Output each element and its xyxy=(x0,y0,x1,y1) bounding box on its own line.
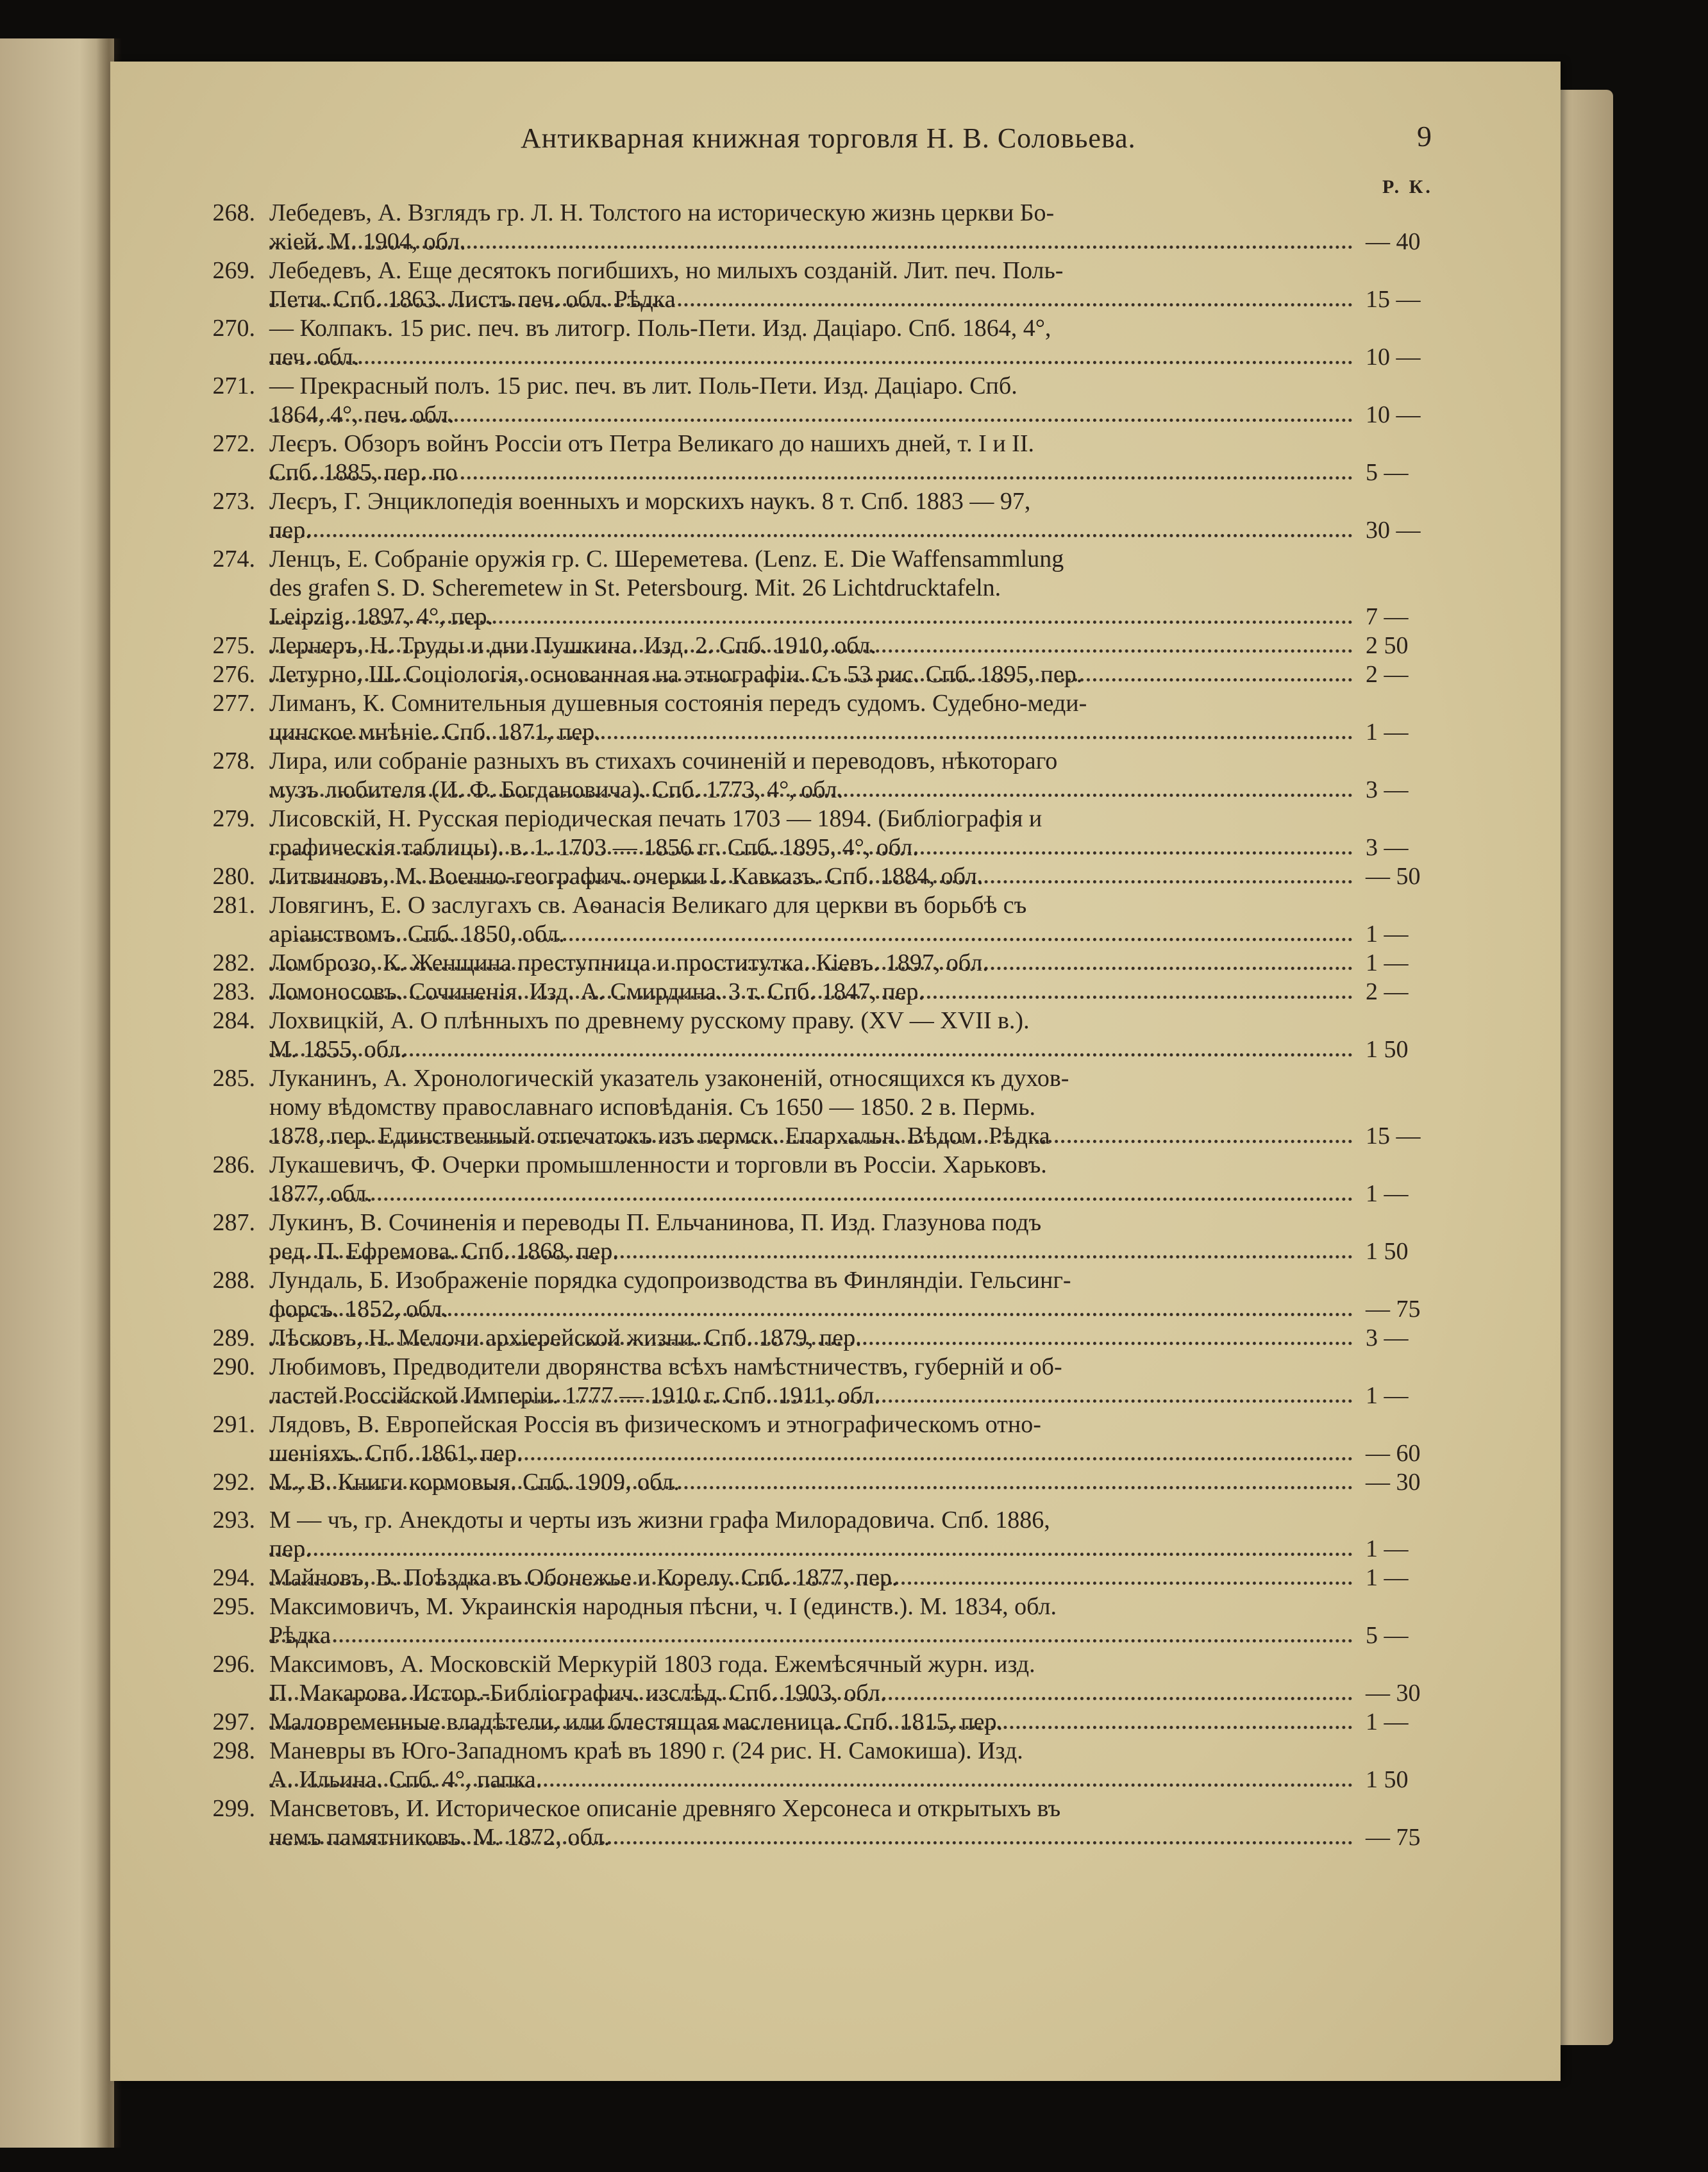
catalog-entry xyxy=(186,199,1443,256)
entry-line xyxy=(269,978,1409,1007)
catalog-entry xyxy=(186,1468,1443,1497)
entry-number: 276. xyxy=(212,661,255,688)
entry-line xyxy=(269,1766,1409,1794)
price-column-header: Р. К. xyxy=(1382,176,1433,197)
entry-line xyxy=(269,1592,1353,1621)
entry-number: 272. xyxy=(212,430,255,457)
entry-body xyxy=(269,660,1409,689)
entry-number: 291. xyxy=(212,1411,255,1438)
catalog-entry xyxy=(186,1737,1443,1794)
page-number: 9 xyxy=(1417,120,1432,153)
entry-body xyxy=(269,1708,1409,1737)
entry-price: 1 — xyxy=(1366,1535,1409,1562)
entry-body xyxy=(269,1794,1421,1852)
entry-text: Литвиновъ, М. Военно-географич. очерки I. Кавказъ. Спб. 1884, обл. xyxy=(269,863,984,890)
entry-line xyxy=(269,660,1409,689)
entry-body xyxy=(269,1266,1421,1324)
entry-text: М. 1855, обл. xyxy=(269,1036,406,1063)
catalog-entry xyxy=(186,660,1443,689)
entry-text: М — чъ, гр. Анекдоты и черты изъ жизни графа Милорадовича. Спб. 1886, xyxy=(269,1507,1050,1533)
catalog-entry xyxy=(186,1266,1443,1324)
catalog-entry xyxy=(186,1324,1443,1353)
entry-line xyxy=(269,1093,1353,1122)
entry-line xyxy=(269,747,1353,776)
entry-text: А. Ильина. Спб. 4°, папка. xyxy=(269,1766,542,1793)
catalog-entry xyxy=(186,689,1443,747)
entry-body xyxy=(269,1007,1409,1064)
entry-body xyxy=(269,631,1409,660)
entry-number: 284. xyxy=(212,1007,255,1034)
entry-number: 289. xyxy=(212,1324,255,1351)
entry-text: пер. xyxy=(269,1535,312,1562)
entry-price: 3 — xyxy=(1366,776,1409,803)
entry-price: — 50 xyxy=(1366,863,1421,890)
entry-text: — Прекрасный полъ. 15 рис. печ. въ лит. Поль-Пети. Изд. Даціаро. Спб. xyxy=(269,372,1017,399)
entry-body xyxy=(269,689,1409,747)
entry-text: ред. П. Ефремова. Спб. 1868, пер. xyxy=(269,1238,619,1265)
entry-price: — 30 xyxy=(1366,1680,1421,1707)
entry-text: Ломоносовъ. Сочиненія. Изд. А. Смирдина. 3 т. Спб. 1847, пер. xyxy=(269,978,925,1005)
entry-line xyxy=(269,1468,1421,1497)
entry-price: 15 — xyxy=(1366,286,1421,313)
entry-number: 286. xyxy=(212,1151,255,1178)
entry-text: 1878, пер. Единственный отпечатокъ изъ пермск. Епархальн. Вѣдом. Рѣдка xyxy=(269,1123,1050,1149)
entry-number: 293. xyxy=(212,1507,255,1533)
entry-body xyxy=(269,1506,1409,1564)
entry-number: 273. xyxy=(212,488,255,515)
entry-body xyxy=(269,1064,1421,1151)
entry-line xyxy=(269,1439,1421,1468)
entry-line xyxy=(269,1266,1353,1295)
entry-body xyxy=(269,1650,1421,1708)
entry-text: Лебедевъ, А. Еще десятокъ погибшихъ, но милыхъ созданій. Лит. печ. Поль- xyxy=(269,257,1064,284)
entry-line xyxy=(269,1621,1409,1650)
entry-line xyxy=(269,1180,1409,1208)
entry-line xyxy=(269,1353,1353,1382)
entry-line xyxy=(269,631,1409,660)
catalog-entries xyxy=(212,199,1443,1852)
entry-number: 269. xyxy=(212,257,255,284)
entry-text: Leipzig. 1897, 4°, пер. xyxy=(269,603,493,630)
entry-line xyxy=(269,314,1353,343)
catalog-entry xyxy=(186,1353,1443,1410)
catalog-entry xyxy=(186,1794,1443,1852)
entry-body xyxy=(269,891,1409,949)
catalog-entry xyxy=(186,1208,1443,1266)
entry-line xyxy=(269,1823,1421,1852)
catalog-entry xyxy=(186,1592,1443,1650)
entry-line xyxy=(269,862,1421,891)
entry-line xyxy=(269,228,1421,256)
entry-line xyxy=(269,458,1409,487)
catalog-entry xyxy=(186,314,1443,372)
entry-text: Рѣдка xyxy=(269,1622,331,1649)
entry-text: 1864, 4°, печ. обл. xyxy=(269,401,455,428)
entry-price: 1 50 xyxy=(1366,1036,1409,1063)
entry-text: Лукашевичъ, Ф. Очерки промышленности и торговли въ Россіи. Харьковъ. xyxy=(269,1151,1047,1178)
entry-text: ластей Россійской Имперіи. 1777 — 1910 г. Спб. 1911, обл. xyxy=(269,1382,880,1409)
entry-line xyxy=(269,776,1409,805)
entry-price: 1 50 xyxy=(1366,1766,1409,1793)
entry-price: — 75 xyxy=(1366,1296,1421,1323)
entry-text: графическія таблицы). в. 1. 1703 — 1856 гг. Спб. 1895, 4°, обл. xyxy=(269,834,919,861)
entry-number: 270. xyxy=(212,315,255,342)
entry-line xyxy=(269,574,1353,603)
entry-price: 2 — xyxy=(1366,978,1409,1005)
entry-text: Лѣсковъ, Н. Мелочи архіерейской жизни. Спб. 1879, пер. xyxy=(269,1324,862,1351)
entry-price: 5 — xyxy=(1366,1622,1409,1649)
entry-number: 287. xyxy=(212,1209,255,1236)
entry-text: М., В. Книги кормовыя. Спб. 1909, обл. xyxy=(269,1469,680,1496)
entry-body xyxy=(269,805,1409,862)
entry-text: Мансветовъ, И. Историческое описаніе древняго Херсонеса и открытыхъ въ xyxy=(269,1795,1061,1822)
entry-text: музъ любителя (И. Ф. Богдановича). Спб. 1773, 4°, обл. xyxy=(269,776,844,803)
entry-price: 15 — xyxy=(1366,1123,1421,1149)
entry-text: Маневры въ Юго-Западномъ краѣ въ 1890 г. (24 рис. Н. Самокиша). Изд. xyxy=(269,1737,1023,1764)
entry-price: 1 — xyxy=(1366,1564,1409,1591)
entry-line xyxy=(269,920,1409,949)
entry-text: аріанствомъ. Спб. 1850, обл. xyxy=(269,921,565,948)
entry-price: 2 50 xyxy=(1366,632,1409,659)
entry-price: 1 50 xyxy=(1366,1238,1409,1265)
entry-number: 274. xyxy=(212,546,255,572)
entry-line xyxy=(269,1122,1421,1151)
entry-text: — Колпакъ. 15 рис. печ. въ литогр. Поль-Пети. Изд. Даціаро. Спб. 1864, 4°, xyxy=(269,315,1051,342)
entry-body xyxy=(269,1353,1409,1410)
entry-text: Любимовъ, Предводители дворянства всѣхъ намѣстничествъ, губерній и об- xyxy=(269,1353,1062,1380)
entry-price: 1 — xyxy=(1366,1382,1409,1409)
entry-line xyxy=(269,256,1353,285)
entry-body xyxy=(269,256,1421,314)
entry-text: Леєръ. Обзоръ войнъ Россіи отъ Петра Великаго до нашихъ дней, т. I и II. xyxy=(269,430,1034,457)
entry-line xyxy=(269,430,1353,458)
entry-price: — 60 xyxy=(1366,1440,1421,1467)
entry-line xyxy=(269,718,1409,747)
entry-body xyxy=(269,949,1409,978)
entry-text: Максимовъ, А. Московскій Меркурій 1803 года. Ежемѣсячный журн. изд. xyxy=(269,1651,1035,1678)
entry-text: Лернеръ, Н. Труды и дни Пушкина. Изд. 2. Спб. 1910, обл. xyxy=(269,632,876,659)
entry-line xyxy=(269,891,1353,920)
entry-line xyxy=(269,805,1353,833)
entry-text: жіей. М. 1904, обл. xyxy=(269,228,466,255)
entry-number: 298. xyxy=(212,1737,255,1764)
entry-text: пер. xyxy=(269,517,312,544)
catalog-entry xyxy=(186,747,1443,805)
catalog-entry xyxy=(186,1151,1443,1208)
entry-price: — 40 xyxy=(1366,228,1421,255)
entry-line xyxy=(269,1506,1353,1535)
entry-body xyxy=(269,747,1409,805)
entry-text: Лиманъ, К. Сомнительныя душевныя состоянія передъ судомъ. Судебно-меди- xyxy=(269,690,1087,717)
catalog-entry xyxy=(186,1007,1443,1064)
catalog-entry xyxy=(186,1708,1443,1737)
entry-number: 268. xyxy=(212,199,255,226)
entry-line xyxy=(269,1737,1353,1766)
entry-line xyxy=(269,949,1409,978)
underlying-pages-edge xyxy=(1552,90,1613,2045)
entry-number: 282. xyxy=(212,949,255,976)
entry-body xyxy=(269,430,1409,487)
entry-number: 294. xyxy=(212,1564,255,1591)
entry-line xyxy=(269,1295,1421,1324)
entry-number: 275. xyxy=(212,632,255,659)
entry-text: Лира, или собраніе разныхъ въ стихахъ сочиненій и переводовъ, нѣкотораго xyxy=(269,748,1058,774)
entry-price: 1 — xyxy=(1366,949,1409,976)
entry-text: П. Макарова. Истор.-Библіографич. изслѣд. Спб. 1903, обл. xyxy=(269,1680,887,1707)
entry-body xyxy=(269,314,1421,372)
entry-body xyxy=(269,1208,1409,1266)
entry-body xyxy=(269,1324,1409,1353)
entry-text: 1877, обл. xyxy=(269,1180,373,1207)
entry-body xyxy=(269,1468,1421,1497)
entry-line xyxy=(269,1708,1409,1737)
entry-line xyxy=(269,1535,1409,1564)
entry-text: Леєръ, Г. Энциклопедія военныхъ и морскихъ наукъ. 8 т. Спб. 1883 — 97, xyxy=(269,488,1031,515)
leader-dots xyxy=(269,361,1353,364)
entry-number: 279. xyxy=(212,805,255,832)
entry-price: 7 — xyxy=(1366,603,1409,630)
entry-price: — 30 xyxy=(1366,1469,1421,1496)
entry-number: 281. xyxy=(212,892,255,919)
entry-price: 1 — xyxy=(1366,1180,1409,1207)
entry-text: немъ памятниковъ. М. 1872, обл. xyxy=(269,1824,610,1851)
entry-number: 283. xyxy=(212,978,255,1005)
entry-text: Лохвицкій, А. О плѣнныхъ по древнему русскому праву. (XV — XVII в.). xyxy=(269,1007,1030,1034)
catalog-entry xyxy=(186,891,1443,949)
entry-body xyxy=(269,487,1421,545)
entry-number: 299. xyxy=(212,1795,255,1822)
catalog-entry xyxy=(186,256,1443,314)
entry-line xyxy=(269,1208,1353,1237)
entry-line xyxy=(269,689,1353,718)
entry-line xyxy=(269,1564,1409,1592)
entry-text: Лядовъ, В. Европейская Россія въ физическомъ и этнографическомъ отно- xyxy=(269,1411,1041,1438)
entry-line xyxy=(269,1679,1421,1708)
leader-dots xyxy=(269,1198,1353,1201)
entry-line xyxy=(269,1151,1353,1180)
entry-line xyxy=(269,1035,1409,1064)
entry-line xyxy=(269,487,1353,516)
entry-body xyxy=(269,199,1421,256)
entry-price: 1 — xyxy=(1366,719,1409,746)
entry-text: Лукинъ, В. Сочиненія и переводы П. Ельчанинова, П. Изд. Глазунова подъ xyxy=(269,1209,1042,1236)
entry-body xyxy=(269,1151,1409,1208)
entry-price: 5 — xyxy=(1366,459,1409,486)
entry-text: цинское мнѣніе. Спб. 1871, пер. xyxy=(269,719,601,746)
entry-body xyxy=(269,1564,1409,1592)
entry-text: Маловременные владѣтели, или блестящая масленица. Спб. 1815, пер. xyxy=(269,1708,1003,1735)
leader-dots xyxy=(269,1639,1353,1642)
catalog-entry xyxy=(186,1650,1443,1708)
entry-text: Спб. 1885, пер. по xyxy=(269,459,458,486)
entry-line xyxy=(269,372,1353,401)
catalog-entry xyxy=(186,978,1443,1007)
entry-text: des grafen S. D. Scheremetew in St. Petersbourg. Mit. 26 Lichtdrucktafeln. xyxy=(269,574,1001,601)
entry-text: Ленцъ, Е. Собраніе оружія гр. С. Шереметева. (Lenz. E. Die Waffensammlung xyxy=(269,546,1064,572)
catalog-entry xyxy=(186,949,1443,978)
entry-number: 295. xyxy=(212,1593,255,1620)
entry-price: 2 — xyxy=(1366,661,1409,688)
entry-text: Пети. Спб. 1863. Листъ печ. обл. Рѣдка xyxy=(269,286,676,313)
entry-text: Максимовичъ, М. Украинскія народныя пѣсни, ч. I (единств.). М. 1834, обл. xyxy=(269,1593,1057,1620)
entry-number: 277. xyxy=(212,690,255,717)
entry-text: Лисовскій, Н. Русская періодическая печать 1703 — 1894. (Библіографія и xyxy=(269,805,1042,832)
catalog-entry xyxy=(186,1506,1443,1564)
entry-number: 297. xyxy=(212,1708,255,1735)
entry-body xyxy=(269,1592,1409,1650)
entry-price: 30 — xyxy=(1366,517,1421,544)
entry-line xyxy=(269,516,1421,545)
entry-line xyxy=(269,199,1353,228)
entry-line xyxy=(269,1064,1353,1093)
entry-line xyxy=(269,833,1409,862)
entry-line xyxy=(269,285,1421,314)
catalog-entry xyxy=(186,545,1443,631)
entry-text: ному вѣдомству православнаго исповѣданія. Съ 1650 — 1850. 2 в. Пермь. xyxy=(269,1094,1036,1121)
entry-line xyxy=(269,1410,1353,1439)
entry-number: 285. xyxy=(212,1065,255,1092)
catalog-entry xyxy=(186,862,1443,891)
catalog-entry xyxy=(186,1564,1443,1592)
entry-line xyxy=(269,1007,1353,1035)
entry-body xyxy=(269,1737,1409,1794)
entry-text: Ловягинъ, Е. О заслугахъ св. Аѳанасія Великаго для церкви въ борьбѣ съ xyxy=(269,892,1027,919)
leader-dots xyxy=(269,1053,1353,1057)
entry-price: 10 — xyxy=(1366,401,1421,428)
entry-text: печ. обл. xyxy=(269,344,360,371)
running-head: Антикварная книжная торговля Н. В. Соловьева. xyxy=(521,122,1136,154)
entry-line xyxy=(269,1237,1409,1266)
entry-line xyxy=(269,1382,1409,1410)
catalog-entry xyxy=(186,631,1443,660)
entry-line xyxy=(269,1794,1353,1823)
entry-number: 296. xyxy=(212,1651,255,1678)
entry-body xyxy=(269,1410,1421,1468)
entry-text: Луканинъ, А. Хронологическій указатель узаконеній, относящихся къ духов- xyxy=(269,1065,1069,1092)
entry-number: 290. xyxy=(212,1353,255,1380)
entry-line xyxy=(269,343,1421,372)
entry-price: 10 — xyxy=(1366,344,1421,371)
entry-body xyxy=(269,862,1421,891)
leader-dots xyxy=(269,534,1353,537)
catalog-entry xyxy=(186,430,1443,487)
catalog-entry xyxy=(186,372,1443,430)
entry-number: 280. xyxy=(212,863,255,890)
catalog-entry xyxy=(186,1064,1443,1151)
entry-price: 3 — xyxy=(1366,1324,1409,1351)
entry-text: Ломброзо, К. Женщина преступница и проститутка. Кіевъ. 1897, обл. xyxy=(269,949,989,976)
entry-price: 3 — xyxy=(1366,834,1409,861)
entry-line xyxy=(269,1324,1409,1353)
entry-text: шеніяхъ. Спб. 1861, пер. xyxy=(269,1440,523,1467)
entry-number: 292. xyxy=(212,1469,255,1496)
entry-text: Летурно, Ш. Соціологія, основанная на этнографіи. Съ 53 рис. Спб. 1895, пер. xyxy=(269,661,1083,688)
entry-number: 278. xyxy=(212,748,255,774)
entry-body xyxy=(269,978,1409,1007)
entry-line xyxy=(269,545,1353,574)
catalog-entry xyxy=(186,805,1443,862)
entry-line xyxy=(269,401,1421,430)
entry-text: Лундаль, Б. Изображеніе порядка судопроизводства въ Финляндіи. Гельсинг- xyxy=(269,1267,1071,1294)
entry-price: — 75 xyxy=(1366,1824,1421,1851)
entry-price: 1 — xyxy=(1366,1708,1409,1735)
entry-body xyxy=(269,372,1421,430)
entry-text: Лебедевъ, А. Взглядъ гр. Л. Н. Толстого на историческую жизнь церкви Бо- xyxy=(269,199,1055,226)
entry-line xyxy=(269,603,1409,631)
entry-body xyxy=(269,545,1409,631)
entry-line xyxy=(269,1650,1353,1679)
entry-number: 288. xyxy=(212,1267,255,1294)
entry-text: форсъ. 1852, обл. xyxy=(269,1296,448,1323)
entry-number: 271. xyxy=(212,372,255,399)
catalog-entry xyxy=(186,487,1443,545)
catalog-entry xyxy=(186,1410,1443,1468)
entry-text: Майновъ, В. Поѣздка въ Обонежье и Корелу. Спб. 1877, пер. xyxy=(269,1564,898,1591)
entry-price: 1 — xyxy=(1366,921,1409,948)
leader-dots xyxy=(269,1553,1353,1556)
